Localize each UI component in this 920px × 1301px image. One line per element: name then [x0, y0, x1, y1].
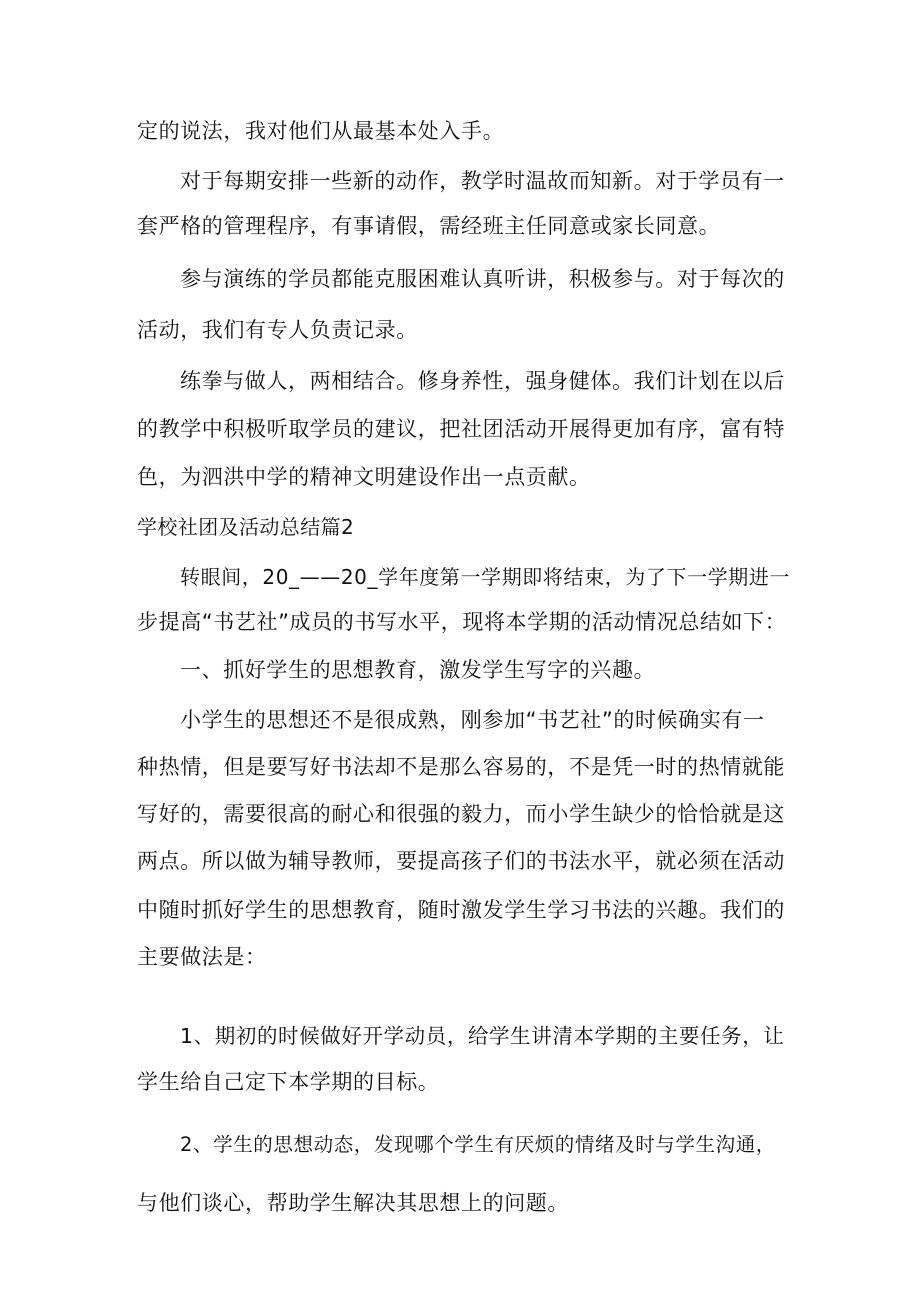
text-line: 的教学中积极听取学员的建议，把社团活动开展得更加有序，富有特: [137, 417, 785, 441]
text-line: 色，为泗洪中学的精神文明建设作出一点贡献。: [137, 465, 591, 489]
text-line: 种热情，但是要写好书法却不是那么容易的，不是凭一时的热情就能: [137, 755, 785, 779]
text-line: 两点。所以做为辅导教师，要提高孩子们的书法水平，就必须在活动: [137, 849, 785, 873]
text-line: 定的说法，我对他们从最基本处入手。: [137, 119, 505, 143]
section-heading: 学校社团及活动总结篇2: [137, 515, 355, 539]
text-line: 学生给自己定下本学期的目标。: [137, 1070, 440, 1094]
text-line: 1、期初的时候做好开学动员，给学生讲清本学期的主要任务，让: [180, 1024, 785, 1048]
text-line: 小学生的思想还不是很成熟，刚参加“书艺社”的时候确实有一: [180, 708, 765, 732]
text-line: 步提高“书艺社”成员的书写水平，现将本学期的活动情况总结如下：: [137, 610, 787, 634]
text-line: 活动，我们有专人负责记录。: [137, 318, 418, 342]
text-line: 转眼间，20_——20_学年度第一学期即将结束，为了下一学期进一: [180, 565, 791, 589]
text-line: 写好的，需要很高的耐心和很强的毅力，而小学生缺少的恰恰就是这: [137, 802, 785, 826]
text-line: 练拳与做人，两相结合。修身养性，强身健体。我们计划在以后: [180, 369, 785, 393]
text-line: 对于每期安排一些新的动作，教学时温故而知新。对于学员有一: [180, 169, 785, 193]
text-line: 套严格的管理程序，有事请假，需经班主任同意或家长同意。: [137, 214, 721, 238]
text-line: 一、抓好学生的思想教育，激发学生写字的兴趣。: [180, 658, 656, 682]
text-line: 主要做法是：: [137, 945, 267, 969]
text-line: 中随时抓好学生的思想教育，随时激发学生学习书法的兴趣。我们的: [137, 898, 785, 922]
text-line: 2、学生的思想动态，发现哪个学生有厌烦的情绪及时与学生沟通，: [180, 1133, 776, 1156]
text-line: 参与演练的学员都能克服困难认真听讲，积极参与。对于每次的: [180, 267, 785, 291]
text-line: 与他们谈心，帮助学生解决其思想上的问题。: [137, 1191, 569, 1215]
